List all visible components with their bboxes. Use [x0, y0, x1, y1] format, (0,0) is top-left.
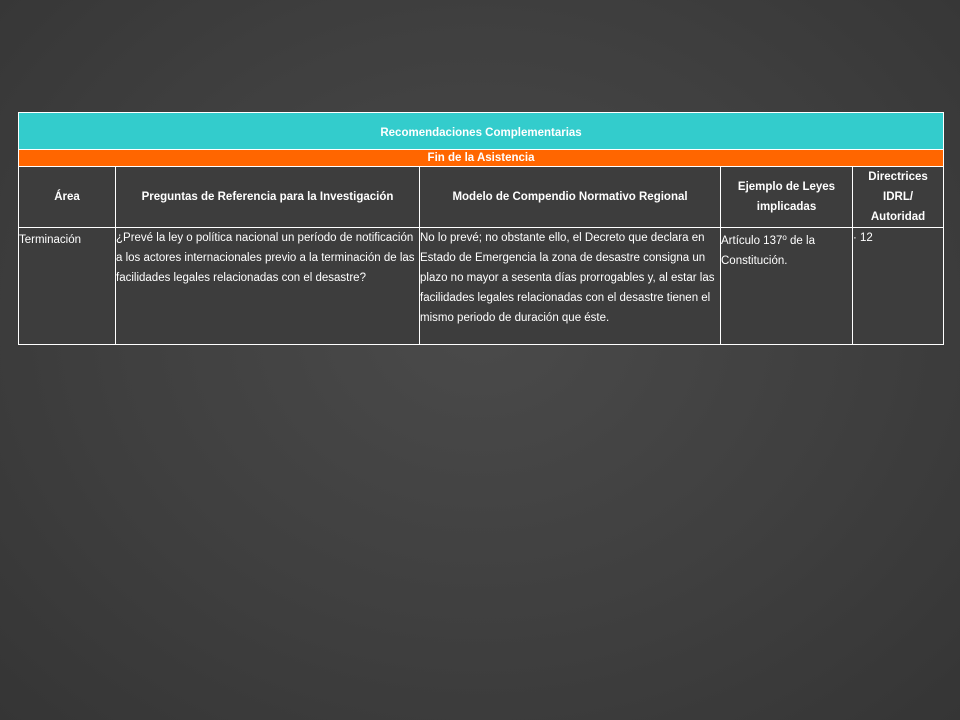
header-ejemplo: Ejemplo de Leyes implicadas — [721, 167, 853, 228]
recommendations-table — [18, 112, 944, 345]
header-area: Área — [19, 167, 116, 228]
ejemplo-suffix: de la Constitución. — [721, 235, 815, 267]
bullet-dot: · — [853, 232, 861, 244]
cell-modelo: No lo prevé; no obstante ello, el Decreto que declara en Estado de Emergencia la zona de desastre consigna un plazo no mayor a sesenta días prorrogables y, al estar las facilidades legales relacionadas con el desastre tienen el mismo periodo de duración que éste. — [420, 228, 721, 345]
cell-area: Terminación — [19, 228, 116, 345]
cell-ejemplo — [721, 228, 853, 345]
ejemplo-sup: o — [782, 233, 787, 242]
header-preguntas: Preguntas de Referencia para la Investigación — [116, 167, 420, 228]
ejemplo-prefix: Artículo 137 — [721, 235, 783, 247]
cell-pregunta: ¿Prevé la ley o política nacional un período de notificación a los actores internacionales previo a la terminación de las facilidades legales relacionadas con el desastre? — [116, 228, 420, 345]
table-subtitle: Fin de la Asistencia — [19, 150, 944, 167]
directrices-value: 12 — [860, 232, 873, 244]
cell-directrices — [853, 228, 944, 345]
table-title: Recomendaciones Complementarias — [19, 113, 944, 150]
header-modelo: Modelo de Compendio Normativo Regional — [420, 167, 721, 228]
header-directrices: Directrices IDRL/ Autoridad — [853, 167, 944, 228]
